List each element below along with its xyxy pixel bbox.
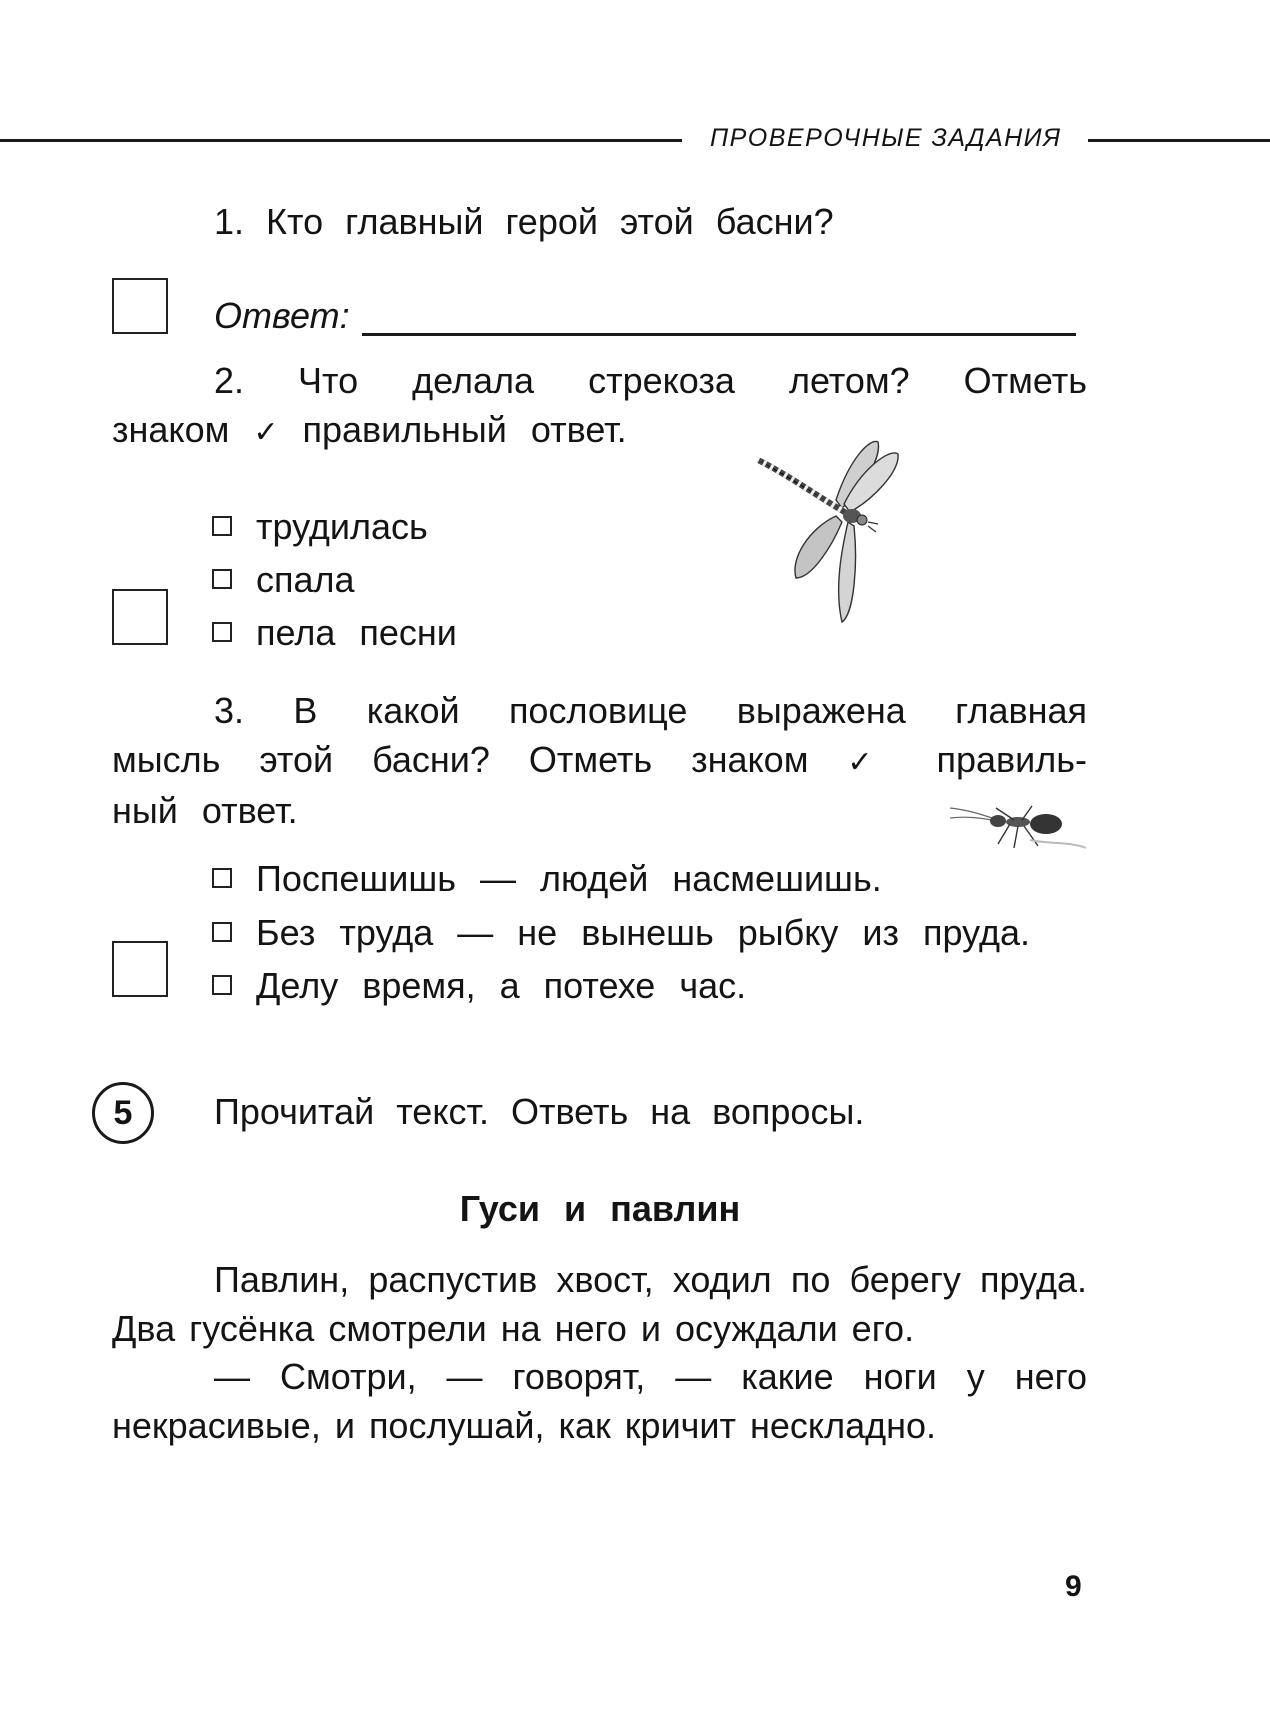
- question-3-text: [112, 687, 1087, 836]
- question-2-line-2-pre: знаком: [112, 408, 230, 450]
- check-mark-icon: ✓: [847, 744, 898, 780]
- q2-option-2-checkbox[interactable]: [212, 569, 232, 589]
- score-box-3[interactable]: [112, 941, 168, 997]
- question-2-line-2: [112, 406, 1087, 458]
- ant-illustration: [948, 796, 1088, 852]
- section-title: ПРОВЕРОЧНЫЕ ЗАДАНИЯ: [710, 124, 1062, 152]
- answer-field[interactable]: [362, 333, 1076, 336]
- story-paragraph-2: — Смотри, — говорят, — какие ноги у него некрасивые, и послушай, как кричит нескладно.: [112, 1356, 1087, 1446]
- check-mark-icon: ✓: [253, 414, 279, 450]
- header-rule-left: [0, 139, 682, 142]
- question-2-line-1: 2. Что делала стрекоза летом? Отметь: [214, 360, 1087, 401]
- task-number-badge: 5: [92, 1082, 154, 1144]
- score-box-2[interactable]: [112, 589, 168, 645]
- q3-option-3-checkbox[interactable]: [212, 975, 232, 995]
- question-3-line-2-pre: мысль этой басни? Отметь знаком: [112, 738, 809, 780]
- answer-label: Ответ:: [214, 295, 350, 336]
- q3-option-2: [212, 909, 1030, 957]
- q3-option-3: [212, 962, 746, 1010]
- q3-option-3-label: Делу время, а потехе час.: [256, 965, 747, 1006]
- q3-option-1-checkbox[interactable]: [212, 868, 232, 888]
- story-paragraph-1: Павлин, распустив хвост, ходил по берегу пруда. Два гусёнка смотрели на него и осуждали его.: [112, 1259, 1087, 1349]
- task-5-instruction: Прочитай текст. Ответь на вопросы.: [214, 1091, 865, 1132]
- question-2-text: [112, 357, 1087, 457]
- q2-option-3: [212, 609, 457, 657]
- question-2-line-2-post: правильный ответ.: [302, 408, 627, 450]
- q2-option-1-checkbox[interactable]: [212, 516, 232, 536]
- score-box-1[interactable]: [112, 278, 168, 334]
- q2-option-2: [212, 556, 355, 604]
- q2-option-1-label: трудилась: [256, 506, 428, 547]
- story-text: [112, 1256, 1087, 1450]
- q2-option-3-label: пела песни: [256, 612, 457, 653]
- question-1-text: 1. Кто главный герой этой басни?: [214, 201, 834, 242]
- q2-option-2-label: спала: [256, 559, 355, 600]
- story-title: Гуси и павлин: [459, 1188, 741, 1229]
- q2-option-1: [212, 503, 428, 551]
- question-3-line-2: [112, 736, 1087, 788]
- dragonfly-illustration: [750, 438, 930, 633]
- question-3-line-3: ный ответ.: [112, 790, 298, 831]
- q3-option-2-label: Без труда — не вынешь рыбку из пруда.: [256, 912, 1030, 953]
- q3-option-2-checkbox[interactable]: [212, 922, 232, 942]
- q3-option-1-label: Поспешишь — людей насмешишь.: [256, 858, 882, 899]
- question-3-line-1: 3. В какой пословице выражена главная: [214, 690, 1087, 731]
- header-rule-right: [1088, 139, 1270, 142]
- page-number: 9: [1065, 1570, 1082, 1603]
- question-3-line-2-post: правиль-: [936, 738, 1087, 780]
- q2-option-3-checkbox[interactable]: [212, 622, 232, 642]
- q3-option-1: [212, 855, 882, 903]
